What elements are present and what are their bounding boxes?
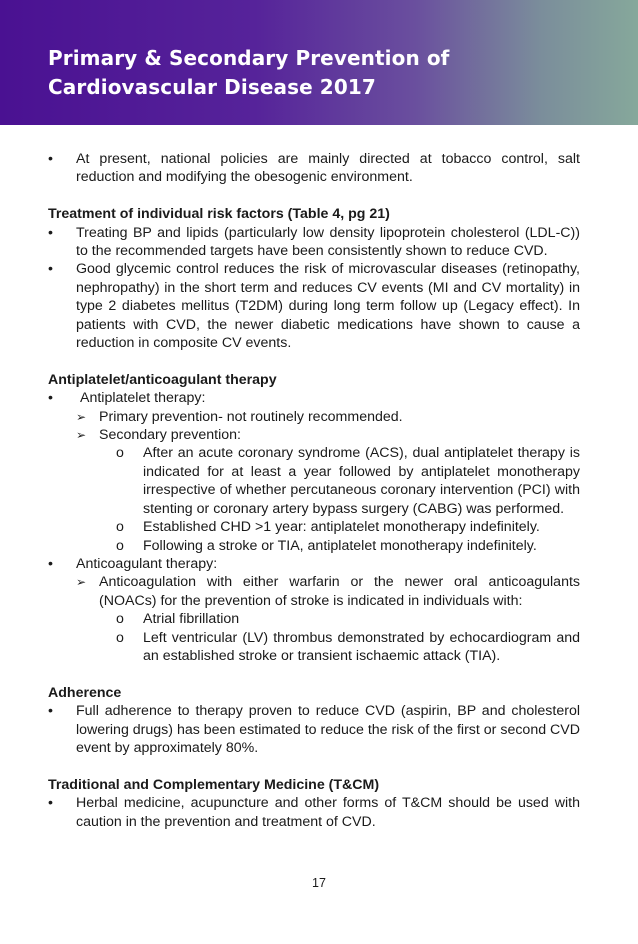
secondary-item xyxy=(48,537,580,555)
sub-item-text: Anticoagulation with either warfarin or the newer oral anticoagulants (NOACs) for the prevention of stroke is indicated in individuals with: xyxy=(99,574,580,609)
sub-item-text: Primary prevention- not routinely recommended. xyxy=(99,408,403,425)
bullet-text: Herbal medicine, acupuncture and other forms of T&CM should be used with caution in the prevention and treatment of CVD. xyxy=(76,795,580,830)
sub-item-text: Secondary prevention: xyxy=(99,427,241,444)
anticoagulation-subitem xyxy=(48,610,580,628)
secondary-prevention-item xyxy=(48,426,580,444)
bullet-marker: • xyxy=(48,224,53,241)
bullet-marker: • xyxy=(48,151,53,167)
section-heading-tcm: Traditional and Complementary Medicine (T&CM) xyxy=(48,776,380,793)
sub-sub-item-text: Left ventricular (LV) thrombus demonstrated by echocardiogram and an established stroke or transient ischaemic attack (TIA). xyxy=(143,629,580,664)
bullet-text: At present, national policies are mainly directed at tobacco control, salt reduction and modifying the obesogenic environment. xyxy=(76,151,580,186)
treatment-bullet xyxy=(48,260,580,352)
tcm-bullet xyxy=(48,794,580,831)
arrow-bullet-icon: ➢ xyxy=(76,409,87,424)
circle-bullet-marker: o xyxy=(116,611,124,628)
bullet-text: Anticoagulant therapy: xyxy=(76,555,218,572)
circle-bullet-marker: o xyxy=(116,537,124,554)
section-heading-antiplatelet: Antiplatelet/anticoagulant therapy xyxy=(48,371,277,388)
intro-bullet xyxy=(48,150,580,187)
page-number: 17 xyxy=(312,876,326,890)
header-banner xyxy=(0,0,638,125)
anticoagulation-subitem xyxy=(48,629,580,666)
sub-sub-item-text: After an acute coronary syndrome (ACS), dual antiplatelet therapy is indicated for at least a year followed by antiplatelet monotherapy irrespective of whether percutaneous coronary intervention (PCI) with stenting or coronary artery bypass surgery (CABG) was performed. xyxy=(143,445,580,517)
secondary-item xyxy=(48,444,580,518)
arrow-bullet-icon: ➢ xyxy=(76,575,87,590)
arrow-bullet-icon: ➢ xyxy=(76,428,87,443)
page-title: Primary & Secondary Prevention of Cardiovascular Disease 2017 xyxy=(48,46,450,99)
bullet-marker: • xyxy=(48,795,53,812)
document-body xyxy=(48,150,580,831)
antiplatelet-bullet xyxy=(48,389,580,407)
circle-bullet-marker: o xyxy=(116,445,124,462)
bullet-marker: • xyxy=(48,261,53,278)
sub-sub-item-text: Atrial fibrillation xyxy=(143,611,240,628)
sub-sub-item-text: Established CHD >1 year: antiplatelet monotherapy indefinitely. xyxy=(143,519,540,536)
primary-prevention-item xyxy=(48,408,580,426)
circle-bullet-marker: o xyxy=(116,629,124,646)
treatment-bullet xyxy=(48,224,580,261)
bullet-marker: • xyxy=(48,555,53,572)
anticoagulation-item xyxy=(48,573,580,610)
bullet-text: Full adherence to therapy proven to reduce CVD (aspirin, BP and cholesterol lowering drugs) has been estimated to reduce the risk of the first or second CVD event by approximately 80%. xyxy=(76,703,580,756)
sub-sub-item-text: Following a stroke or TIA, antiplatelet monotherapy indefinitely. xyxy=(143,537,537,554)
secondary-item xyxy=(48,518,580,536)
bullet-marker: • xyxy=(48,390,53,407)
bullet-text: Good glycemic control reduces the risk of microvascular diseases (retinopathy, nephropathy) in the short term and reduces CV events (MI and CV mortality) in type 2 diabetes mellitus (T2DM) during long term follow up (Legacy effect). In patients with CVD, the newer diabetic medications have shown to cause a reduction in composite CV events. xyxy=(76,261,580,352)
circle-bullet-marker: o xyxy=(116,519,124,536)
section-heading-adherence: Adherence xyxy=(48,684,122,701)
anticoagulant-bullet xyxy=(48,555,580,573)
bullet-text: Treating BP and lipids (particularly low density lipoprotein cholesterol (LDL-C)) to the recommended targets have been consistently shown to reduce CVD. xyxy=(76,224,580,260)
bullet-marker: • xyxy=(48,703,53,720)
section-heading-treatment: Treatment of individual risk factors (Table 4, pg 21) xyxy=(48,206,390,223)
adherence-bullet xyxy=(48,702,580,757)
bullet-text: Antiplatelet therapy: xyxy=(80,390,206,407)
